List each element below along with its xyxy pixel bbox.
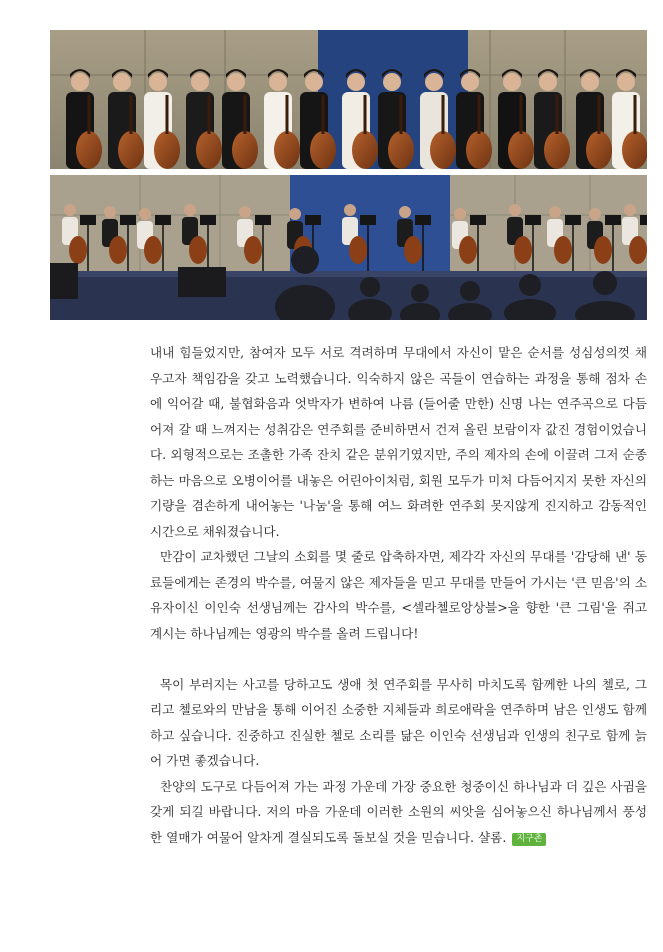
article-paragraph [150, 774, 647, 851]
ensemble-stage-photo [50, 175, 647, 320]
paragraph-spacer [150, 646, 647, 672]
section-tag: 지구촌 [512, 833, 546, 846]
article-paragraph: 목이 부러지는 사고를 당하고도 생애 첫 연주회를 무사히 마치도록 함께한 나의 첼로, 그리고 첼로와의 만남을 통해 이어진 소중한 지체들과 희로애락을 연주하며 남은 인생도 함께하고 싶습니다. 진중하고 진실한 첼로 소리를 닮은 이인숙 선생님과 인생의 친구로 함께 늙어 가면 좋겠습니다. [150, 676, 647, 768]
article-body [150, 340, 647, 850]
ensemble-group-photo [50, 30, 647, 169]
article-paragraph: 만감이 교차했던 그날의 소회를 몇 줄로 압축하자면, 제각각 자신의 무대를 '감당해 낸' 동료들에게는 존경의 박수를, 여물지 않은 제자들을 믿고 무대를 만들어 가시는 '큰 믿음'의 소유자이신 이인숙 선생님께는 감사의 박수를, <셀라첼로앙상블>을 향한 '큰 그림'을 쥐고 계시는 하나님께는 영광의 박수를 올려 드립니다! [150, 549, 647, 641]
closing-paragraph-text: 찬양의 도구로 다듬어져 가는 과정 가운데 가장 중요한 청중이신 하나님과 더 깊은 사귐을 갖게 되길 바랍니다. 저의 마음 가운데 이러한 소원의 씨앗을 심어놓으신 하나님께서 풍성한 열매가 여물어 알차게 결실되도록 돌보실 것을 믿습니다. 샬롬. [150, 778, 647, 845]
article-paragraph: 내내 힘들었지만, 참여자 모두 서로 격려하며 무대에서 자신이 맡은 순서를 성심성의껏 채우고자 책임감을 갖고 노력했습니다. 익숙하지 않은 곡들이 연습하는 과정을 통해 점차 손에 익어갈 때, 불협화음과 엇박자가 변하여 나름 (들어줄 만한) 신명 나는 연주곡으로 다듬어져 갈 때 느껴지는 성취감은 연주회를 준비하면서 건져 올린 보람이자 값진 경험이었습니다. 외형적으로는 조촐한 가족 잔치 같은 분위기였지만, 주의 제자의 손에 이끌려 그저 순종하는 마음으로 오병이어를 내놓은 어린아이처럼, 회원 모두가 미처 다듬어지지 못한 자신의 기량을 겸손하게 내어놓는 '나눔'을 통해 여느 화려한 연주회 못지않게 진지하고 감동적인 시간으로 채워졌습니다. [150, 345, 647, 539]
